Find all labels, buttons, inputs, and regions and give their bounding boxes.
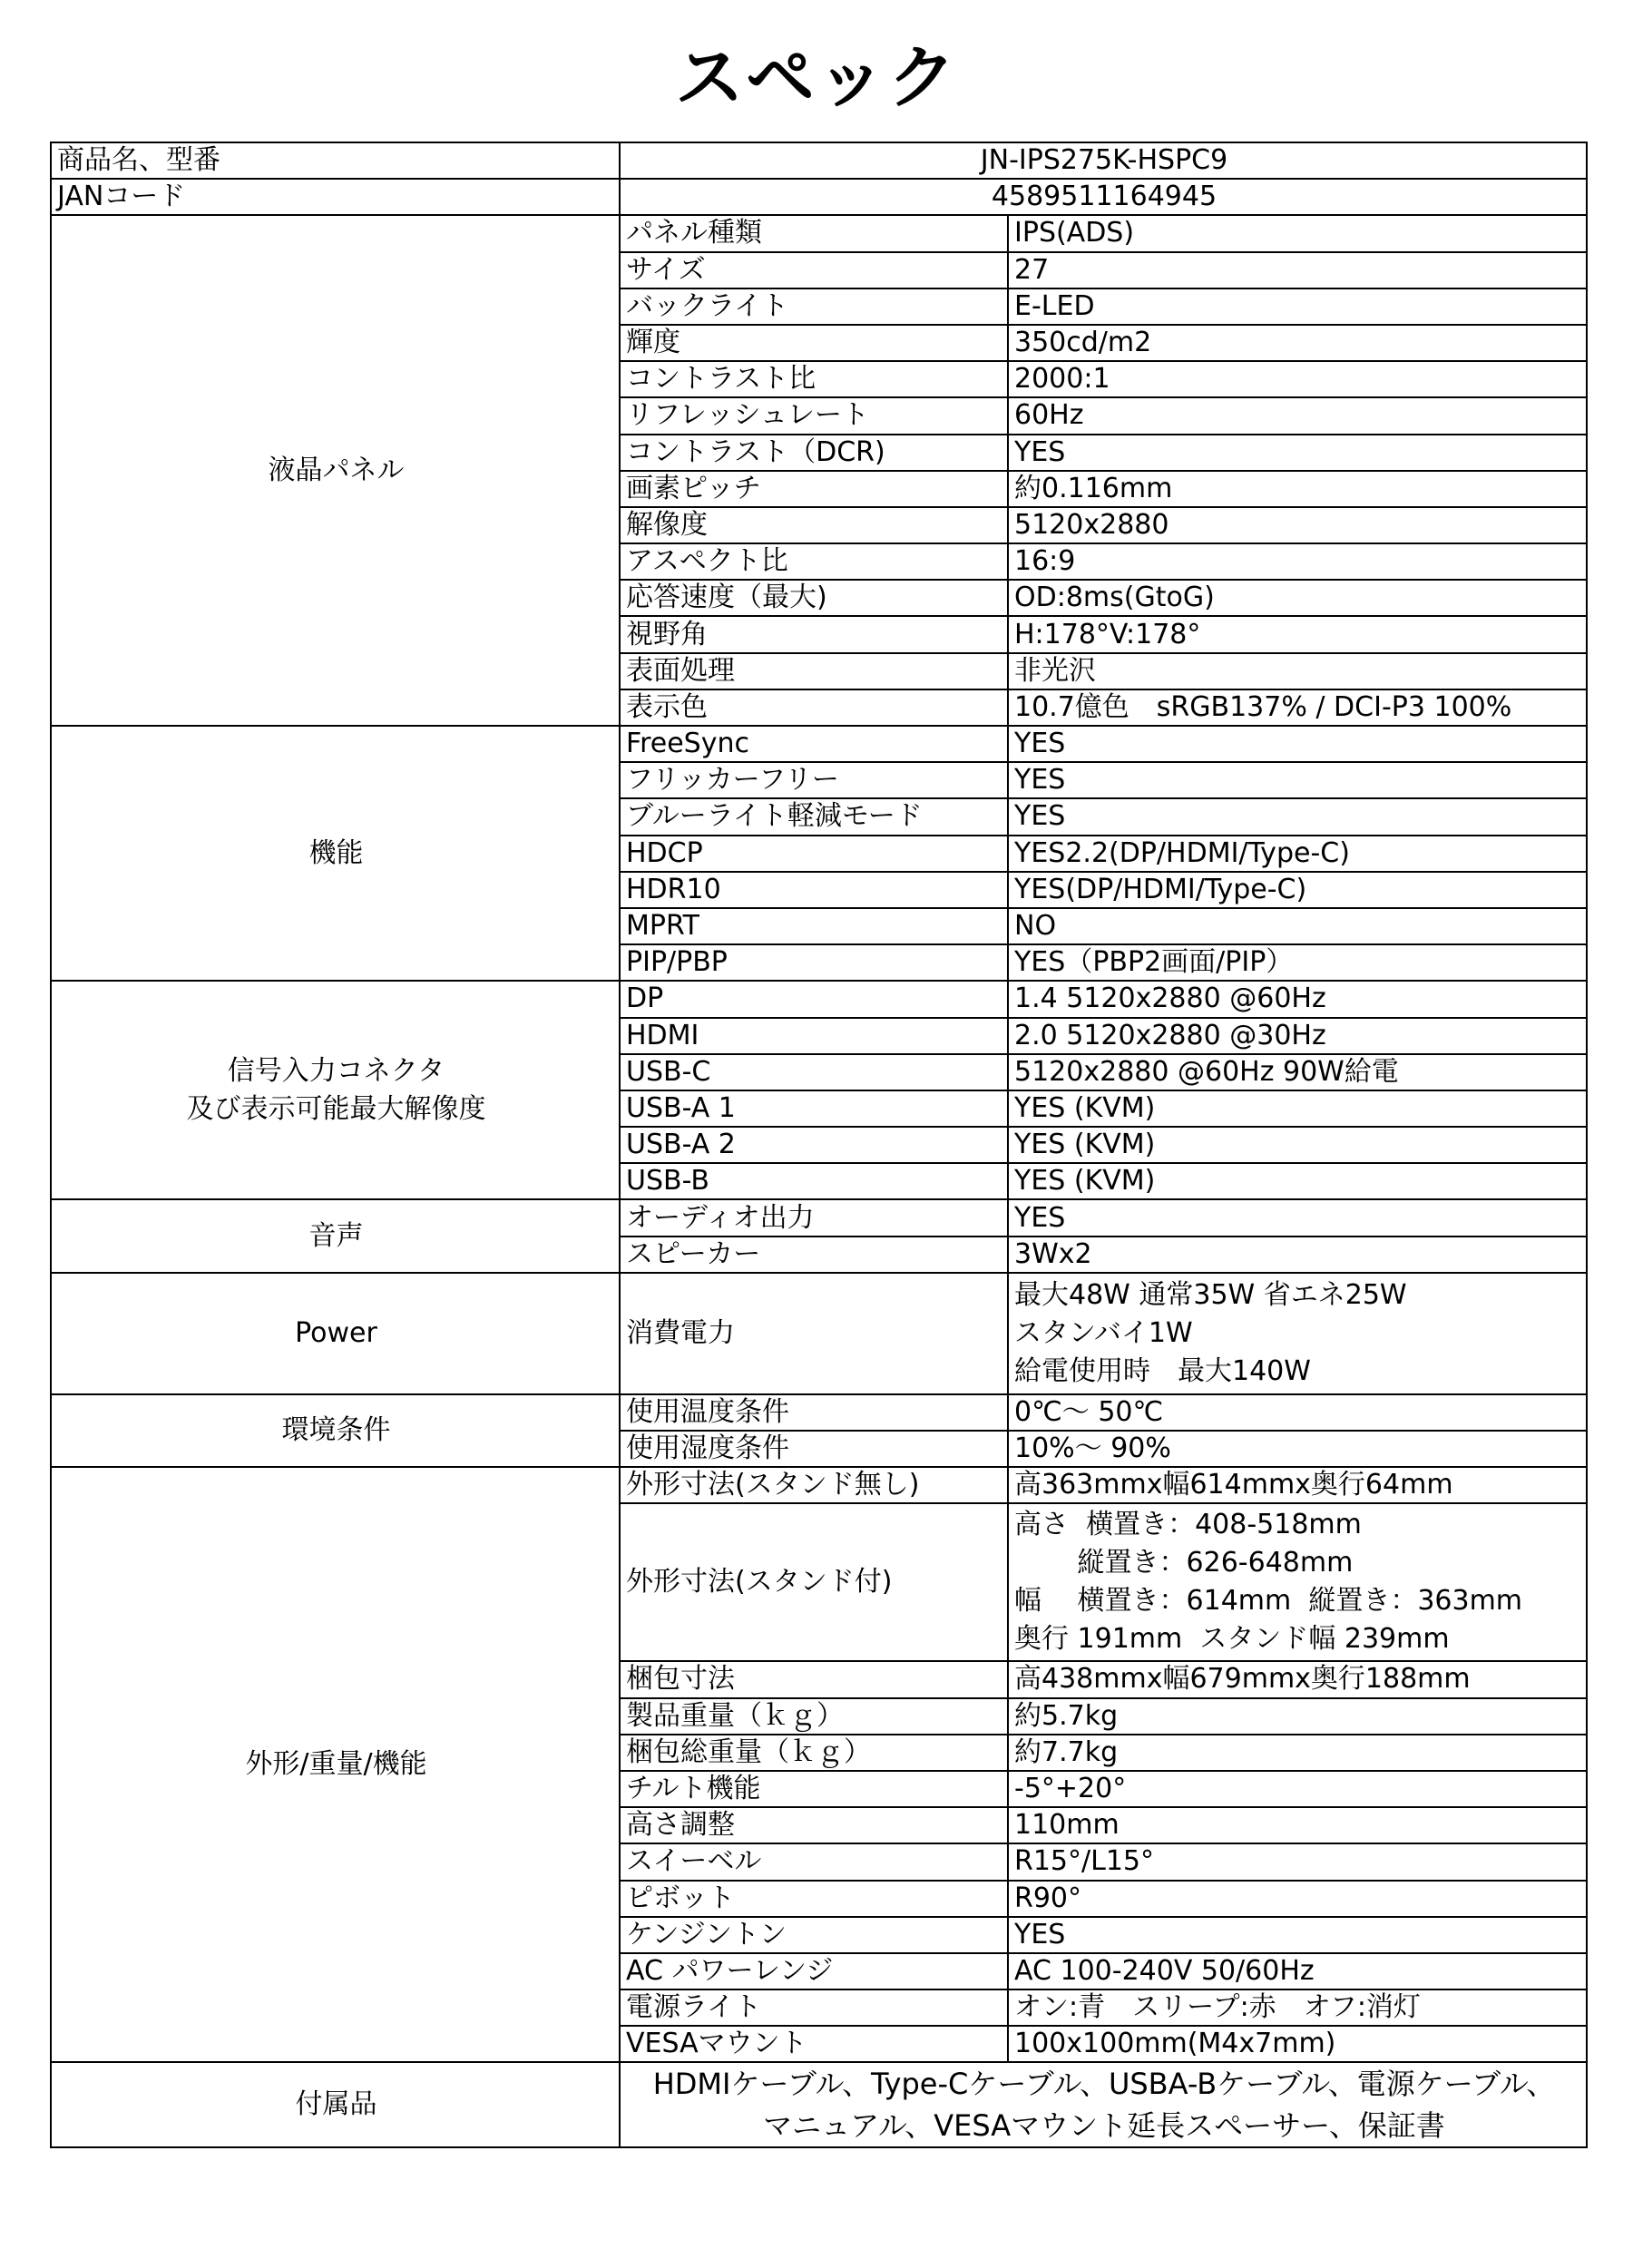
spec-value bbox=[1008, 2026, 1587, 2062]
page-title: スペック bbox=[675, 37, 958, 118]
spec-value bbox=[1008, 543, 1587, 580]
spec-value-line: H:178°V:178° bbox=[1014, 618, 1201, 650]
spec-label: DP bbox=[620, 981, 1008, 1017]
spec-value-line: YES bbox=[1014, 800, 1066, 833]
spec-value bbox=[1008, 435, 1587, 471]
spec-value bbox=[1008, 944, 1587, 981]
category-cell bbox=[51, 1199, 620, 1272]
spec-value bbox=[1008, 616, 1587, 652]
spec-value bbox=[1008, 288, 1587, 325]
spec-value-line: IPS(ADS) bbox=[1014, 217, 1135, 249]
spec-value-line: 縦置き：626-648mm bbox=[1014, 1547, 1354, 1579]
spec-table bbox=[50, 142, 1588, 2148]
spec-value bbox=[1008, 836, 1587, 872]
spec-label: 梱包総重量（ｋｇ） bbox=[620, 1735, 1008, 1771]
spec-value bbox=[1008, 580, 1587, 616]
accessories-value bbox=[620, 2062, 1587, 2147]
spec-row bbox=[51, 1394, 1587, 1431]
spec-value bbox=[1008, 1503, 1587, 1661]
spec-value bbox=[1008, 1807, 1587, 1843]
spec-value-line: YES bbox=[1014, 1918, 1066, 1950]
spec-value bbox=[1008, 1199, 1587, 1236]
spec-value bbox=[1008, 1237, 1587, 1273]
spec-label: 使用温度条件 bbox=[620, 1394, 1008, 1431]
spec-value-line: E-LED bbox=[1014, 289, 1095, 322]
spec-value-line: YES（PBP2画面/PIP） bbox=[1014, 946, 1294, 979]
spec-value-line: AC 100-240V 50/60Hz bbox=[1014, 1954, 1315, 1987]
spec-row bbox=[51, 1199, 1587, 1236]
spec-value-line: 0℃～ 50℃ bbox=[1014, 1395, 1164, 1428]
category-cell bbox=[51, 215, 620, 726]
spec-value bbox=[1008, 689, 1587, 726]
spec-label: オーディオ出力 bbox=[620, 1199, 1008, 1236]
spec-label: HDCP bbox=[620, 836, 1008, 872]
spec-value-line: 27 bbox=[1014, 253, 1050, 286]
spec-label: フリッカーフリー bbox=[620, 762, 1008, 798]
spec-value-line: 2000:1 bbox=[1014, 363, 1110, 396]
spec-value-line: 10%～ 90% bbox=[1014, 1432, 1171, 1465]
spec-label: コントラスト比 bbox=[620, 361, 1008, 397]
spec-value-line: OD:8ms(GtoG) bbox=[1014, 582, 1215, 614]
category-cell bbox=[51, 1394, 620, 1467]
spec-label: USB-A 1 bbox=[620, 1090, 1008, 1127]
spec-value-line: YES bbox=[1014, 1201, 1066, 1234]
spec-value bbox=[1008, 762, 1587, 798]
spec-label: リフレッシュレート bbox=[620, 397, 1008, 434]
spec-label: バックライト bbox=[620, 288, 1008, 325]
header-label: 商品名、型番 bbox=[51, 142, 620, 179]
spec-value bbox=[1008, 908, 1587, 944]
accessories-line: HDMIケーブル、Type-Cケーブル、USBA-Bケーブル、電源ケーブル、 bbox=[652, 2067, 1556, 2102]
spec-value bbox=[1008, 1273, 1587, 1394]
spec-label: USB-A 2 bbox=[620, 1127, 1008, 1163]
spec-label: MPRT bbox=[620, 908, 1008, 944]
spec-value-line: R15°/L15° bbox=[1014, 1845, 1155, 1878]
spec-value-line: YES2.2(DP/HDMI/Type-C) bbox=[1014, 836, 1350, 869]
accessories-label: 付属品 bbox=[51, 2062, 620, 2147]
spec-value bbox=[1008, 1698, 1587, 1735]
spec-label: サイズ bbox=[620, 252, 1008, 288]
spec-label: ピボット bbox=[620, 1881, 1008, 1917]
spec-value-line: 100x100mm(M4x7mm) bbox=[1014, 2028, 1336, 2060]
spec-value bbox=[1008, 361, 1587, 397]
spec-value bbox=[1008, 507, 1587, 543]
spec-value bbox=[1008, 1989, 1587, 2026]
spec-value-line: 350cd/m2 bbox=[1014, 327, 1152, 359]
spec-label: コントラスト（DCR) bbox=[620, 435, 1008, 471]
spec-value bbox=[1008, 1431, 1587, 1467]
spec-value-line: YES bbox=[1014, 764, 1066, 797]
spec-value-line: NO bbox=[1014, 910, 1057, 943]
spec-value bbox=[1008, 1163, 1587, 1199]
spec-label: 使用湿度条件 bbox=[620, 1431, 1008, 1467]
spec-row bbox=[51, 1467, 1587, 1503]
spec-value-line: YES (KVM) bbox=[1014, 1091, 1156, 1124]
category-label: Power bbox=[295, 1316, 377, 1349]
spec-label: FreeSync bbox=[620, 726, 1008, 762]
spec-value bbox=[1008, 1054, 1587, 1090]
spec-label: 梱包寸法 bbox=[620, 1661, 1008, 1697]
category-label: 機能 bbox=[308, 836, 364, 869]
spec-label: 画素ピッチ bbox=[620, 471, 1008, 507]
spec-row bbox=[51, 726, 1587, 762]
spec-value-line: 最大48W 通常35W 省エネ25W bbox=[1014, 1278, 1407, 1311]
spec-value bbox=[1008, 1843, 1587, 1880]
spec-value-line: 非光沢 bbox=[1014, 654, 1096, 687]
spec-value-line: 5120x2880 bbox=[1014, 508, 1169, 541]
spec-value-line: 1.4 5120x2880 @60Hz bbox=[1014, 982, 1326, 1015]
spec-value-line: 高438mmx幅679mmx奥行188mm bbox=[1014, 1663, 1471, 1696]
spec-value-line: 3Wx2 bbox=[1014, 1237, 1092, 1270]
category-label: 及び表示可能最大解像度 bbox=[186, 1092, 486, 1125]
spec-value-line: YES bbox=[1014, 435, 1066, 468]
spec-value-line: YES bbox=[1014, 728, 1066, 760]
spec-value-line: オン:青 スリープ:赤 オフ:消灯 bbox=[1014, 1991, 1421, 2024]
spec-value-line: 60Hz bbox=[1014, 399, 1084, 432]
spec-value-line: R90° bbox=[1014, 1882, 1082, 1914]
spec-label: 解像度 bbox=[620, 507, 1008, 543]
category-cell bbox=[51, 981, 620, 1199]
header-row bbox=[51, 142, 1587, 179]
spec-value-line: 16:9 bbox=[1014, 545, 1076, 578]
spec-value-line: 奥行 191mm スタンド幅 239mm bbox=[1014, 1623, 1450, 1656]
spec-value bbox=[1008, 1127, 1587, 1163]
category-label: 液晶パネル bbox=[268, 454, 405, 486]
spec-label: 高さ調整 bbox=[620, 1807, 1008, 1843]
spec-value-line: 給電使用時 最大140W bbox=[1014, 1354, 1311, 1387]
spec-value bbox=[1008, 1735, 1587, 1771]
header-row bbox=[51, 179, 1587, 215]
header-label: JANコード bbox=[51, 179, 620, 215]
spec-value-line: 2.0 5120x2880 @30Hz bbox=[1014, 1019, 1326, 1051]
spec-label: 応答速度（最大) bbox=[620, 580, 1008, 616]
spec-label: VESAマウント bbox=[620, 2026, 1008, 2062]
spec-row bbox=[51, 1273, 1587, 1394]
spec-label: 視野角 bbox=[620, 616, 1008, 652]
spec-value-line: 約5.7kg bbox=[1014, 1699, 1119, 1732]
spec-label: USB-C bbox=[620, 1054, 1008, 1090]
spec-value-line: 約0.116mm bbox=[1014, 472, 1173, 504]
spec-value bbox=[1008, 872, 1587, 908]
spec-value-line: スタンバイ1W bbox=[1014, 1316, 1193, 1349]
spec-label: 製品重量（ｋｇ） bbox=[620, 1698, 1008, 1735]
spec-label: HDMI bbox=[620, 1018, 1008, 1054]
category-label: 音声 bbox=[308, 1219, 364, 1252]
spec-label: スピーカー bbox=[620, 1237, 1008, 1273]
spec-label: 外形寸法(スタンド付) bbox=[620, 1503, 1008, 1661]
spec-value-line: YES(DP/HDMI/Type-C) bbox=[1014, 873, 1307, 905]
header-value: JN-IPS275K-HSPC9 bbox=[620, 142, 1587, 179]
spec-label: 外形寸法(スタンド無し) bbox=[620, 1467, 1008, 1503]
spec-label: AC パワーレンジ bbox=[620, 1953, 1008, 1989]
spec-value bbox=[1008, 981, 1587, 1017]
spec-row bbox=[51, 215, 1587, 251]
spec-value-line: -5°+20° bbox=[1014, 1773, 1127, 1805]
spec-value bbox=[1008, 1394, 1587, 1431]
spec-label: 表示色 bbox=[620, 689, 1008, 726]
spec-value bbox=[1008, 1018, 1587, 1054]
spec-value bbox=[1008, 1467, 1587, 1503]
spec-value bbox=[1008, 1953, 1587, 1989]
spec-value bbox=[1008, 798, 1587, 835]
spec-label: ケンジントン bbox=[620, 1917, 1008, 1953]
spec-value bbox=[1008, 1090, 1587, 1127]
accessories-line: マニュアル、VESAマウント延長スペーサー、保証書 bbox=[763, 2108, 1445, 2144]
spec-label: チルト機能 bbox=[620, 1771, 1008, 1807]
spec-label: HDR10 bbox=[620, 872, 1008, 908]
spec-value bbox=[1008, 653, 1587, 689]
spec-label: USB-B bbox=[620, 1163, 1008, 1199]
spec-value bbox=[1008, 471, 1587, 507]
spec-value-line: 10.7億色 sRGB137% / DCI-P3 100% bbox=[1014, 690, 1512, 723]
spec-value bbox=[1008, 726, 1587, 762]
spec-value-line: 幅 横置き：614mm 縦置き：363mm bbox=[1014, 1585, 1523, 1618]
category-label: 信号入力コネクタ bbox=[227, 1054, 445, 1087]
spec-label: 輝度 bbox=[620, 325, 1008, 361]
spec-label: パネル種類 bbox=[620, 215, 1008, 251]
spec-label: アスペクト比 bbox=[620, 543, 1008, 580]
spec-value bbox=[1008, 1917, 1587, 1953]
spec-value-line: 110mm bbox=[1014, 1809, 1120, 1842]
header-value: 4589511164945 bbox=[620, 179, 1587, 215]
category-cell bbox=[51, 1273, 620, 1394]
spec-label: 電源ライト bbox=[620, 1989, 1008, 2026]
accessories-row bbox=[51, 2062, 1587, 2147]
spec-value-line: YES (KVM) bbox=[1014, 1165, 1156, 1198]
spec-value bbox=[1008, 1661, 1587, 1697]
category-label: 環境条件 bbox=[281, 1414, 391, 1446]
spec-value-line: YES (KVM) bbox=[1014, 1129, 1156, 1161]
spec-value bbox=[1008, 325, 1587, 361]
spec-value bbox=[1008, 1881, 1587, 1917]
spec-value bbox=[1008, 252, 1587, 288]
spec-value-line: 高さ 横置き：408-518mm bbox=[1014, 1509, 1362, 1541]
category-label: 外形/重量/機能 bbox=[245, 1748, 427, 1781]
spec-label: ブルーライト軽減モード bbox=[620, 798, 1008, 835]
spec-value bbox=[1008, 1771, 1587, 1807]
spec-label: 消費電力 bbox=[620, 1273, 1008, 1394]
spec-label: 表面処理 bbox=[620, 653, 1008, 689]
spec-row bbox=[51, 981, 1587, 1017]
category-cell bbox=[51, 726, 620, 981]
spec-label: PIP/PBP bbox=[620, 944, 1008, 981]
category-cell bbox=[51, 1467, 620, 2062]
spec-value-line: 高363mmx幅614mmx奥行64mm bbox=[1014, 1469, 1453, 1501]
spec-label: スイーベル bbox=[620, 1843, 1008, 1880]
spec-value bbox=[1008, 397, 1587, 434]
spec-value-line: 5120x2880 @60Hz 90W給電 bbox=[1014, 1055, 1399, 1088]
spec-value-line: 約7.7kg bbox=[1014, 1735, 1119, 1768]
spec-value bbox=[1008, 215, 1587, 251]
